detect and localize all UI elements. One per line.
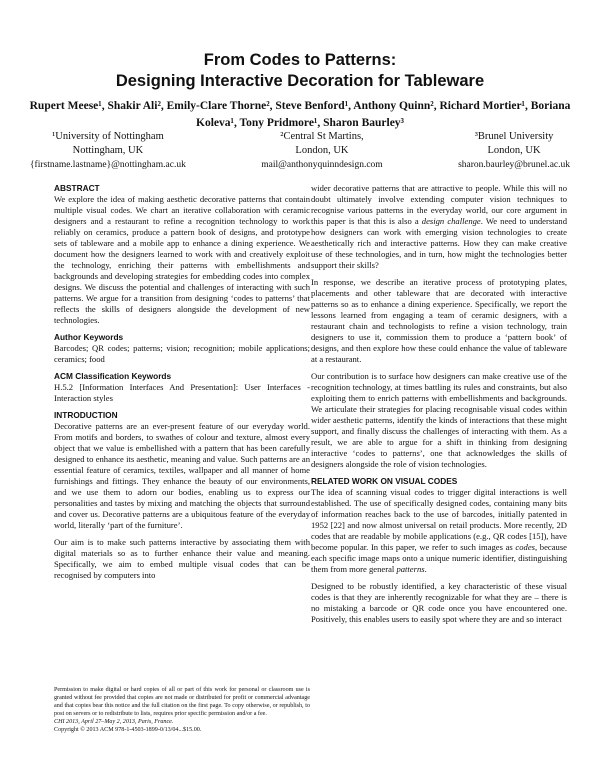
affiliation-email: sharon.baurley@brunel.ac.uk — [458, 160, 570, 170]
affiliation-email: mail@anthonyquinndesign.com — [261, 160, 383, 170]
copyright-block — [54, 686, 310, 734]
classification-text: H.5.2 [Information Interfaces And Presentation]: User Interfaces - Interaction styles — [54, 382, 310, 403]
text-span: . — [424, 564, 427, 574]
emphasis-text: patterns — [396, 564, 425, 574]
affiliation-name: Central St Martins, — [283, 131, 364, 142]
affiliation-name: University of Nottingham — [55, 131, 164, 142]
emphasis-text: design challenge — [421, 216, 481, 226]
introduction-paragraph-1: Decorative patterns are an ever-present feature of our everyday world. From motifs and borders, to swathes of colour and texture, almost every object that we value is embellished with a pattern that has been carefully designed to enhance its aesthetic, meaning and value. Such patterns are an essential feature of ceramics, textiles, wallpaper and all manner of home furnishings and fittings. They enhance the beauty of our environments, and we use them to adorn our bodies, enabling us to express our personalities and tastes by mixing and matching the objects that surround and cover us. Decorative patterns are a ubiquitous feature of the everyday world, literally ‘part of the furniture’. — [54, 421, 310, 530]
permission-text: Permission to make digital or hard copies of all or part of this work for personal or classroom use is granted without fee provided that copies are not made or distributed for profit or commercial advantage and that copies bear this notice and the full citation on the first page. To copy otherwise, or republish, to post on servers or to redistribute to lists, requires prior specific permission and/or a fee. — [54, 687, 310, 717]
right-column — [311, 183, 567, 631]
contribution-paragraph: Our contribution is to surface how designers can make creative use of the recognition technology, at times battling its rules and constraints, but also exploiting them to enrich patterns with embellishments and backgrounds. We articulate their strategies for placing recognisable visual codes within wider aesthetic patterns, identify the kinds of interactions that these might support, and finally discuss the challenges of interacting with them. As a result, we are able to argue for a shift in thinking from designing interactive ‘codes to patterns’, one that acknowledges the skills of designers alongside the role of vision technologies. — [311, 371, 567, 469]
paper-title — [0, 50, 600, 92]
affiliation-number: ² — [280, 131, 284, 142]
text-span: . We need to understand how designers can work with emerging vision technologies to create aesthetically rich and interactive patterns. How they can make creative use of these technologies, and in turn, how might the technologies better support their skills? — [311, 216, 567, 270]
affiliation-number: ³ — [474, 131, 478, 142]
affiliation-email: {firstname.lastname}@nottingham.ac.uk — [30, 160, 186, 170]
affiliations — [30, 130, 570, 172]
abstract-heading: ABSTRACT — [54, 183, 100, 193]
response-paragraph: In response, we describe an iterative process of prototyping plates, placements and other tableware that are decorated with interactive patterns so as to enhance a dining experience. Specifically, we report the lessons learned from engaging a team of ceramic designers, with a restaurant chain and technologists to refine a vision technology, train designers to use it, commission them to produce a ‘pattern book’ of designs, and then explore how these could enhance the value of tableware at a restaurant. — [311, 277, 567, 364]
keywords-heading: Author Keywords — [54, 332, 124, 342]
left-column — [54, 183, 310, 587]
affiliation-place: Nottingham, UK — [72, 145, 144, 156]
intro-continued-paragraph — [311, 183, 567, 271]
introduction-heading: INTRODUCTION — [54, 410, 118, 420]
text-span: wider decorative patterns that are attractive to people. While this will no doubt ultimately involve extending computer vision techniques to recognise various patterns in the everyday world, our core argument in this paper is that this is also a — [311, 183, 567, 226]
abstract-text: We explore the idea of making aesthetic decorative patterns that contain multiple visual codes. We chart an iterative collaboration with ceramic designers and a restaurant to refine a recognition technology to work reliably on ceramics, produce a pattern book of designs, and prototype sets of tableware and a mobile app to enhance a dining experience. We document how the designers learned to work with and creatively exploit the technology, enriching their patterns with embellishments and backgrounds and developing strategies for embedding codes into complex designs. We discuss the potential and challenges of interacting with such patterns. We argue for a transition from designing ‘codes to patterns’ that reflects the skills of designers alongside the development of new technologies. — [54, 194, 310, 325]
affiliation-place: London, UK — [487, 145, 541, 156]
affiliation-3 — [458, 130, 570, 172]
conference-line: CHI 2013, April 27–May 2, 2013, Paris, France. — [54, 719, 174, 725]
related-work-paragraph-2: Designed to be robustly identified, a key characteristic of these visual codes is that they are inherently recognizable for what they are – there is no mistaking a barcode or QR code once you have encountered one. Positively, this enables users to easily spot where they are and so interact — [311, 581, 567, 624]
author-list: Rupert Meese¹, Shakir Ali², Emily-Clare Thorne², Steve Benford¹, Anthony Quinn², Richard Mortier¹, Boriana Koleva¹, Tony Pridmore¹, Sharon Baurley³ — [29, 100, 571, 129]
introduction-paragraph-2: Our aim is to make such patterns interactive by associating them with digital materials so as to further enhance their value and meaning. Specifically, we aim to embed multiple visual codes that can be recognised by computers into — [54, 537, 310, 580]
affiliation-place: London, UK — [295, 145, 349, 156]
text-span: , because each specific image maps onto a unique numeric identifier, distinguishing them from more general — [311, 542, 567, 574]
emphasis-text: codes — [515, 542, 535, 552]
copyright-line: Copyright © 2013 ACM 978-1-4503-1899-0/13/04...$15.00. — [54, 727, 202, 733]
text-span: The idea of scanning visual codes to trigger digital interactions is well established. The use of specifically designed codes, containing many bits of information reaches back to the use of barcodes, initially patented in 1952 [22] and now almost universal on retail products. More recently, 2D codes that are readable by mobile applications (e.g., QR codes [15]), have become popular. In this paper, we refer to such images as — [311, 487, 567, 552]
title-line-2: Designing Interactive Decoration for Tableware — [115, 72, 485, 90]
keywords-text: Barcodes; QR codes; patterns; vision; recognition; mobile applications; ceramics; food — [54, 343, 310, 364]
affiliation-2 — [261, 130, 382, 172]
affiliation-name: Brunel University — [477, 131, 554, 142]
related-work-heading: RELATED WORK ON VISUAL CODES — [311, 476, 458, 486]
title-line-1: From Codes to Patterns: — [203, 51, 397, 69]
affiliation-1 — [30, 130, 186, 172]
related-work-paragraph-1 — [311, 487, 567, 575]
classification-heading: ACM Classification Keywords — [54, 371, 172, 381]
affiliation-number: ¹ — [52, 131, 56, 142]
